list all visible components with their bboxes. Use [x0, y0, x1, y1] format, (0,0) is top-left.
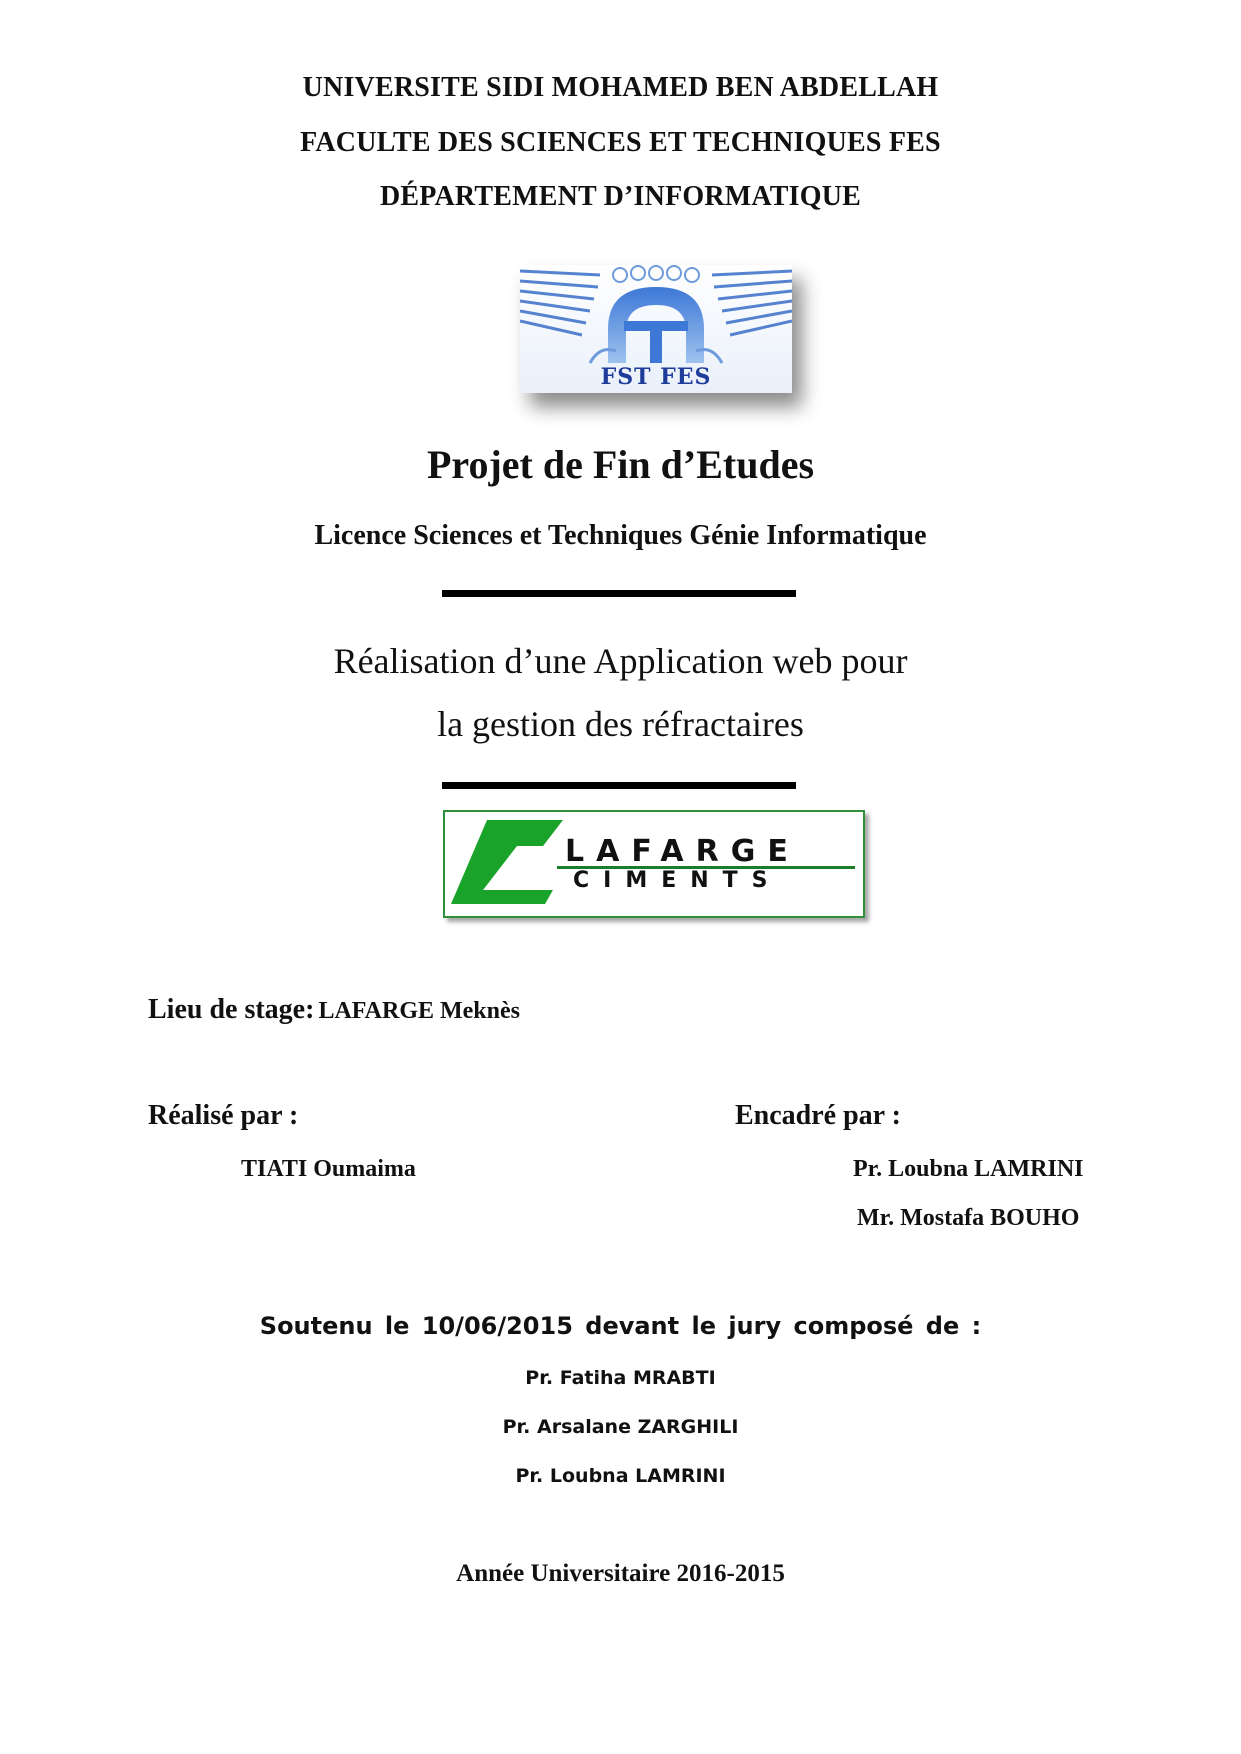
supervisor-name: Mr. Mostafa BOUHO [857, 1205, 1080, 1231]
jury-intro: Soutenu le 10/06/2015 devant le jury composé de : [259, 1312, 982, 1340]
student-name: TIATI Oumaima [241, 1156, 416, 1182]
project-title-line2: la gestion des réfractaires [437, 704, 804, 744]
internship-value: LAFARGE Meknès [318, 998, 520, 1024]
internship-line [148, 994, 520, 1026]
internship-label: Lieu de stage: [148, 994, 315, 1025]
fst-logo-text: FST FES [600, 364, 712, 390]
university-name: UNIVERSITE SIDI MOHAMED BEN ABDELLAH [302, 72, 939, 103]
lafarge-logo [443, 810, 865, 918]
jury-member: Pr. Fatiha MRABTI [525, 1367, 716, 1389]
project-title-line1: Réalisation d’une Application web pour [333, 641, 908, 681]
degree-title: Licence Sciences et Techniques Génie Informatique [314, 520, 927, 551]
faculty-name: FACULTE DES SCIENCES ET TECHNIQUES FES [300, 127, 941, 158]
lafarge-wordmark: LAFARGE [565, 834, 800, 869]
department-name: DÉPARTEMENT D’INFORMATIQUE [379, 181, 861, 212]
ciments-wordmark: CIMENTS [573, 868, 782, 893]
jury-member: Pr. Arsalane ZARGHILI [502, 1416, 739, 1438]
jury-member: Pr. Loubna LAMRINI [515, 1465, 726, 1487]
academic-year: Année Universitaire 2016-2015 [456, 1560, 785, 1587]
fst-fes-logo [520, 265, 792, 393]
supervisor-name: Pr. Loubna LAMRINI [853, 1156, 1084, 1182]
encadre-par-label: Encadré par : [735, 1100, 901, 1131]
divider-top [442, 590, 796, 597]
document-title: Projet de Fin d’Etudes [426, 442, 815, 487]
realise-par-label: Réalisé par : [148, 1100, 299, 1131]
divider-bottom [442, 782, 796, 789]
lafarge-l-icon [445, 812, 575, 916]
